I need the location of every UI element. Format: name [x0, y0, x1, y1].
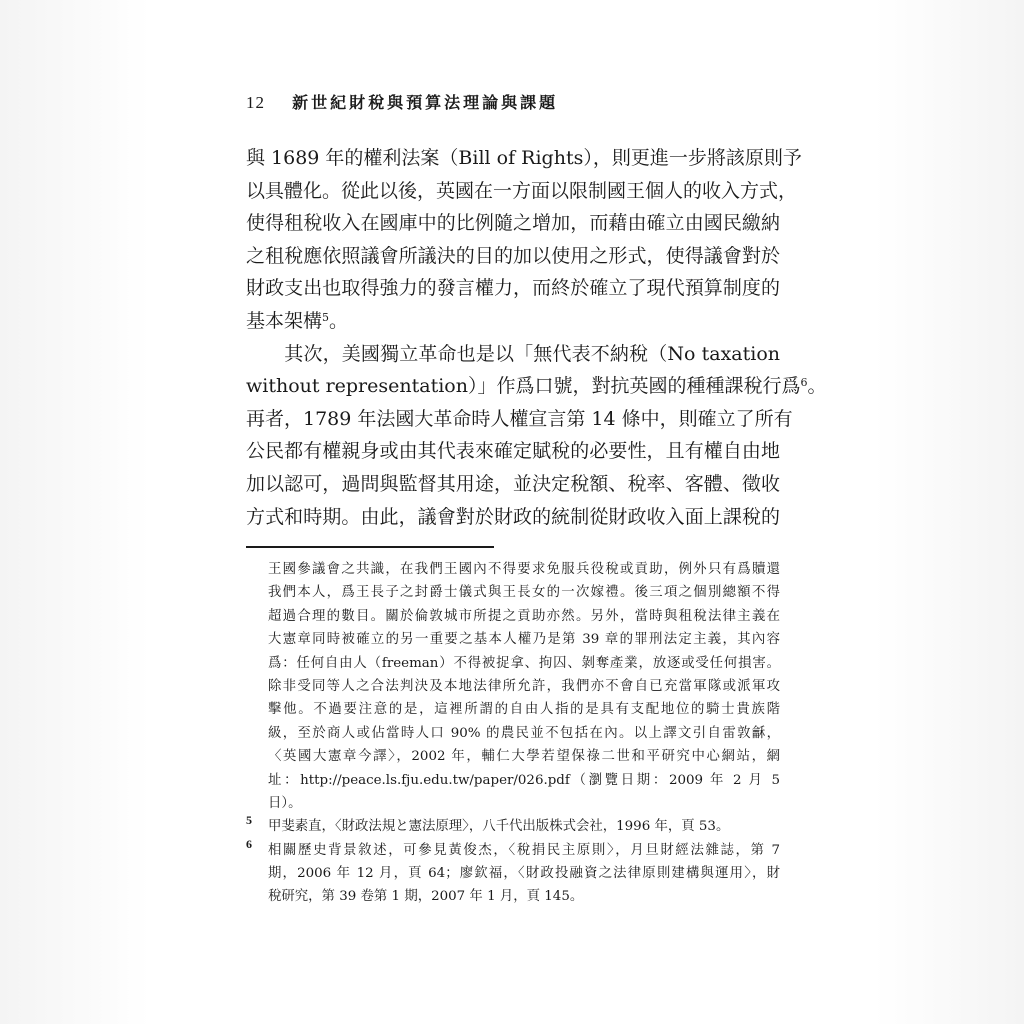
footnote-line: 我們本人，爲王長子之封爵士儀式與王長女的一次嫁禮。後三項之個別總額不得 — [268, 585, 780, 601]
footnote-6 — [246, 836, 780, 862]
footnote-line: 級，至於商人或佔當時人口 90% 的農民並不包括在內。以上譯文引自雷敦龢， — [268, 725, 780, 741]
footnote-5 — [246, 815, 780, 838]
body-line: 與 1689 年的權利法案（Bill of Rights），則更進一步將該原則予 — [246, 147, 802, 169]
body-line: 公民都有權親身或由其代表來確定賦稅的必要性，且有權自由地 — [246, 440, 780, 463]
body-line — [246, 305, 780, 338]
footnote-line: 日）。 — [268, 795, 302, 811]
book-title: 新世紀財稅與預算法理論與課題 — [292, 93, 559, 112]
body-line: 財政支出也取得強力的發言權力，而終於確立了現代預算制度的 — [246, 277, 780, 300]
footnote-line: 王國參議會之共識，在我們王國內不得要求免服兵役稅或貢助，例外只有爲贖還 — [268, 562, 780, 577]
footnote-line: 爲：任何自由人（freeman）不得被捉拿、拘囚、剝奪產業，放逐或受任何損害。 — [268, 655, 780, 671]
footnote-ref-5: 5 — [322, 310, 330, 324]
footnote-ref-6: 6 — [800, 376, 808, 390]
page-number: 12 — [246, 93, 265, 112]
footnote-line: 稅研究，第 39 卷第 1 期，2007 年 1 月，頁 145。 — [268, 889, 584, 905]
footnote-line: 〈英國大憲章今譯〉，2002 年，輔仁大學若望保祿二世和平研究中心網站，網 — [268, 749, 780, 765]
body-line-text: without representation）」作爲口號，對抗英國的種種課稅行爲 — [246, 375, 801, 398]
body-line-punct: 。 — [329, 309, 349, 332]
running-header — [246, 90, 786, 113]
footnote-number-6: 6 — [246, 836, 252, 851]
footnote-separator — [246, 546, 494, 548]
body-line: 使得租稅收入在國庫中的比例隨之增加，而藉由確立由國民繳納 — [246, 212, 780, 235]
body-line: 其次，美國獨立革命也是以「無代表不納稅（No taxation — [246, 342, 780, 365]
body-line: 之租稅應依照議會所議決的目的加以使用之形式，使得議會對於 — [246, 244, 780, 267]
body-line: 再者，1789 年法國大革命時人權宣言第 14 條中，則確立了所有 — [246, 407, 793, 430]
body-line-punct: 。 — [807, 375, 827, 398]
page-edge-shadow-left — [0, 0, 150, 1024]
footnote-line: 除非受同等人之合法判決及本地法律所允許，我們亦不會自已充當軍隊或派軍攻 — [268, 678, 780, 694]
body-line-text: 基本架構 — [246, 309, 323, 332]
footnote-line: 超過合理的數目。關於倫敦城市所提之貢助亦然。另外，當時與租稅法律主義在 — [268, 608, 780, 624]
footnote-text: 相關歷史背景敘述，可參見黃俊杰，〈稅捐民主原則〉，月旦財經法雜誌，第 7 — [268, 842, 780, 858]
body-line — [246, 370, 827, 403]
footnote-line: 大憲章同時被確立的另一重要之基本人權乃是第 39 章的罪刑法定主義，其內容 — [268, 632, 780, 648]
page-edge-shadow-right — [874, 0, 1024, 1024]
main-text — [246, 142, 827, 533]
body-line: 加以認可，過問與監督其用途，並決定稅額、稅率、客體、徵收 — [246, 472, 780, 495]
footnotes — [246, 558, 780, 909]
body-line: 方式和時期。由此，議會對於財政的統制從財政收入面上課稅的 — [246, 505, 780, 528]
footnote-line: 擊他。不過要注意的是，這裡所謂的自由人指的是具有支配地位的騎士貴族階 — [268, 702, 780, 718]
body-line: 以具體化。從此以後，英國在一方面以限制國王個人的收入方式， — [246, 179, 798, 202]
footnote-text: 甲斐素直，〈財政法規と憲法原理〉，八千代出版株式会社，1996 年，頁 53。 — [268, 819, 730, 835]
footnote-line: 址：http://peace.ls.fju.edu.tw/paper/026.pdf（瀏覽日期：2009 年 2 月 5 — [268, 772, 780, 788]
footnote-line: 期，2006 年 12 月，頁 64；廖欽福，〈財政投融資之法律原則建構與運用〉，財 — [268, 866, 780, 882]
footnote-number-5: 5 — [246, 813, 252, 828]
